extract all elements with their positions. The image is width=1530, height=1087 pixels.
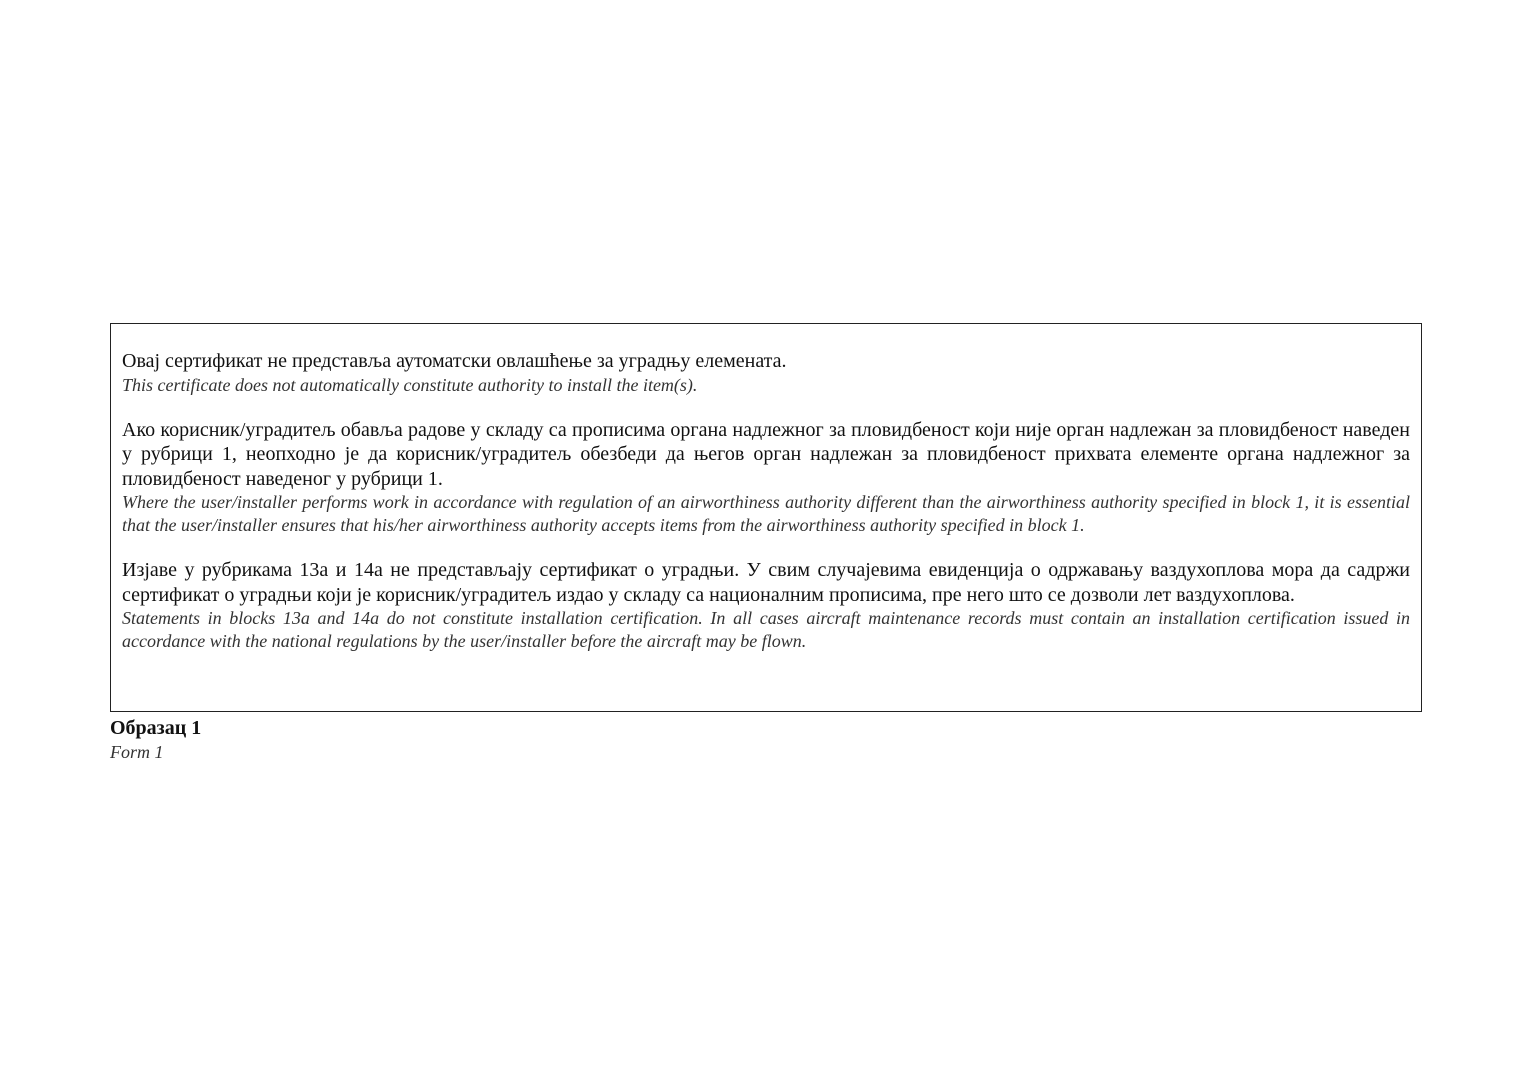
form-label <box>110 716 201 764</box>
form-title-serbian: Образац 1 <box>110 717 202 739</box>
notice-text-serbian: Изјаве у рубрикама 13а и 14а не представљају сертификат о уградњи. У свим случајевима евиденција о одржавању ваздухоплова мора да садржи сертификат о уградњи који је корисник/уградитељ издао у складу са националним прописима, пре него што се дозволи лет ваздухоплова. <box>122 559 1410 606</box>
notice-paragraph-installation-authority <box>122 349 1410 397</box>
notice-text-english: This certificate does not automatically constitute authority to install the item(s). <box>122 374 698 395</box>
notice-paragraph-airworthiness-authority <box>122 418 1410 538</box>
notice-text-serbian: Ако корисник/уградитељ обавља радове у складу са прописима органа надлежног за пловидбеност који није орган надлежан за пловидбеност наведен у рубрици 1, неопходно је да корисник/уградитељ обезбеди да његов орган надлежан за пловидбеност прихвата елементе органа надлежног за пловидбеност наведеног у рубрици 1. <box>122 418 1410 490</box>
notice-text-english: Statements in blocks 13a and 14a do not constitute installation certification. In all cases aircraft maintenance records must contain an installation certification issued in accordance with the national regulations by the user/installer before the aircraft may be flown. <box>122 608 1410 651</box>
notice-paragraph-installation-certification <box>122 558 1410 653</box>
notice-text-english: Where the user/installer performs work in accordance with regulation of an airworthiness authority different than the airworthiness authority specified in block 1, it is essential that the user/installer ensures that his/her airworthiness authority accepts items from the airworthiness authority specified in block 1. <box>122 492 1410 535</box>
notice-box <box>110 323 1422 712</box>
form-title-english: Form 1 <box>110 742 164 762</box>
notice-text-serbian: Овај сертификат не представља аутоматски овлашћење за уградњу елемената. <box>122 350 787 372</box>
